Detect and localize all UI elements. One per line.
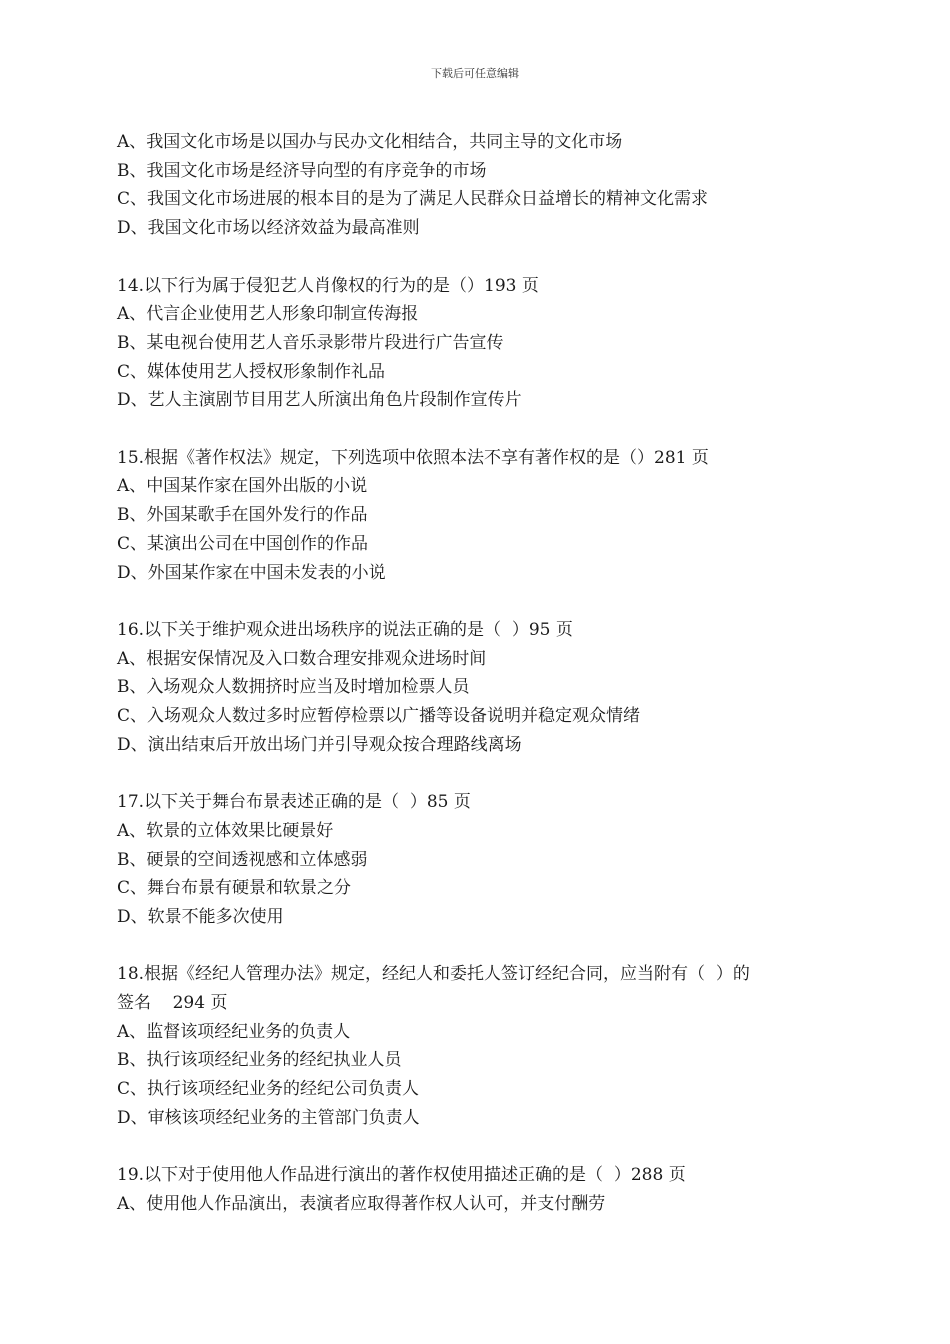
question-stem: 签名 294 页	[117, 993, 228, 1014]
question-block	[117, 272, 847, 416]
answer-option: A、监督该项经纪业务的负责人	[117, 1021, 351, 1042]
answer-option: D、艺人主演剧节目用艺人所演出角色片段制作宣传片	[117, 390, 522, 411]
question-stem: 18.根据《经纪人管理办法》规定，经纪人和委托人签订经纪合同，应当附有（ ）的	[117, 964, 750, 985]
answer-option: C、某演出公司在中国创作的作品	[117, 533, 369, 554]
question-block	[117, 960, 847, 1132]
question-block	[117, 128, 847, 243]
answer-option: A、使用他人作品演出，表演者应取得著作权人认可，并支付酬劳	[117, 1193, 606, 1214]
answer-option: B、执行该项经纪业务的经纪执业人员	[117, 1050, 402, 1071]
answer-option: D、审核该项经纪业务的主管部门负责人	[117, 1107, 420, 1128]
question-stem: 19.以下对于使用他人作品进行演出的著作权使用描述正确的是（ ）288 页	[117, 1165, 686, 1186]
page-header: 下载后可任意编辑	[431, 67, 519, 80]
question-block	[117, 1161, 847, 1218]
answer-option: B、入场观众人数拥挤时应当及时增加检票人员	[117, 677, 470, 698]
answer-option: C、媒体使用艺人授权形象制作礼品	[117, 361, 386, 382]
answer-option: C、我国文化市场进展的根本目的是为了满足人民群众日益增长的精神文化需求	[117, 189, 709, 210]
answer-option: D、外国某作家在中国未发表的小说	[117, 562, 386, 583]
answer-option: A、软景的立体效果比硬景好	[117, 820, 334, 841]
question-stem: 14.以下行为属于侵犯艺人肖像权的行为的是（）193 页	[117, 275, 539, 296]
question-block	[117, 616, 847, 760]
answer-option: B、外国某歌手在国外发行的作品	[117, 505, 368, 526]
answer-option: A、代言企业使用艺人形象印制宣传海报	[117, 304, 419, 325]
question-block	[117, 444, 847, 588]
answer-option: B、我国文化市场是经济导向型的有序竞争的市场	[117, 160, 487, 181]
answer-option: C、舞台布景有硬景和软景之分	[117, 878, 352, 899]
answer-option: B、硬景的空间透视感和立体感弱	[117, 849, 368, 870]
answer-option: D、软景不能多次使用	[117, 906, 284, 927]
answer-option: A、中国某作家在国外出版的小说	[117, 476, 368, 497]
question-stem: 16.以下关于维护观众进出场秩序的说法正确的是（ ）95 页	[117, 619, 573, 640]
question-list	[117, 128, 847, 1219]
question-block	[117, 788, 847, 932]
answer-option: A、根据安保情况及入口数合理安排观众进场时间	[117, 648, 487, 669]
answer-option: D、演出结束后开放出场门并引导观众按合理路线离场	[117, 734, 522, 755]
answer-option: B、某电视台使用艺人音乐录影带片段进行广告宣传	[117, 332, 504, 353]
question-stem: 15.根据《著作权法》规定，下列选项中依照本法不享有著作权的是（）281 页	[117, 447, 709, 468]
question-stem: 17.以下关于舞台布景表述正确的是（ ）85 页	[117, 792, 471, 813]
answer-option: D、我国文化市场以经济效益为最高准则	[117, 218, 420, 239]
answer-option: A、我国文化市场是以国办与民办文化相结合，共同主导的文化市场	[117, 132, 623, 152]
answer-option: C、入场观众人数过多时应暂停检票以广播等设备说明并稳定观众情绪	[117, 706, 641, 727]
answer-option: C、执行该项经纪业务的经纪公司负责人	[117, 1079, 420, 1100]
